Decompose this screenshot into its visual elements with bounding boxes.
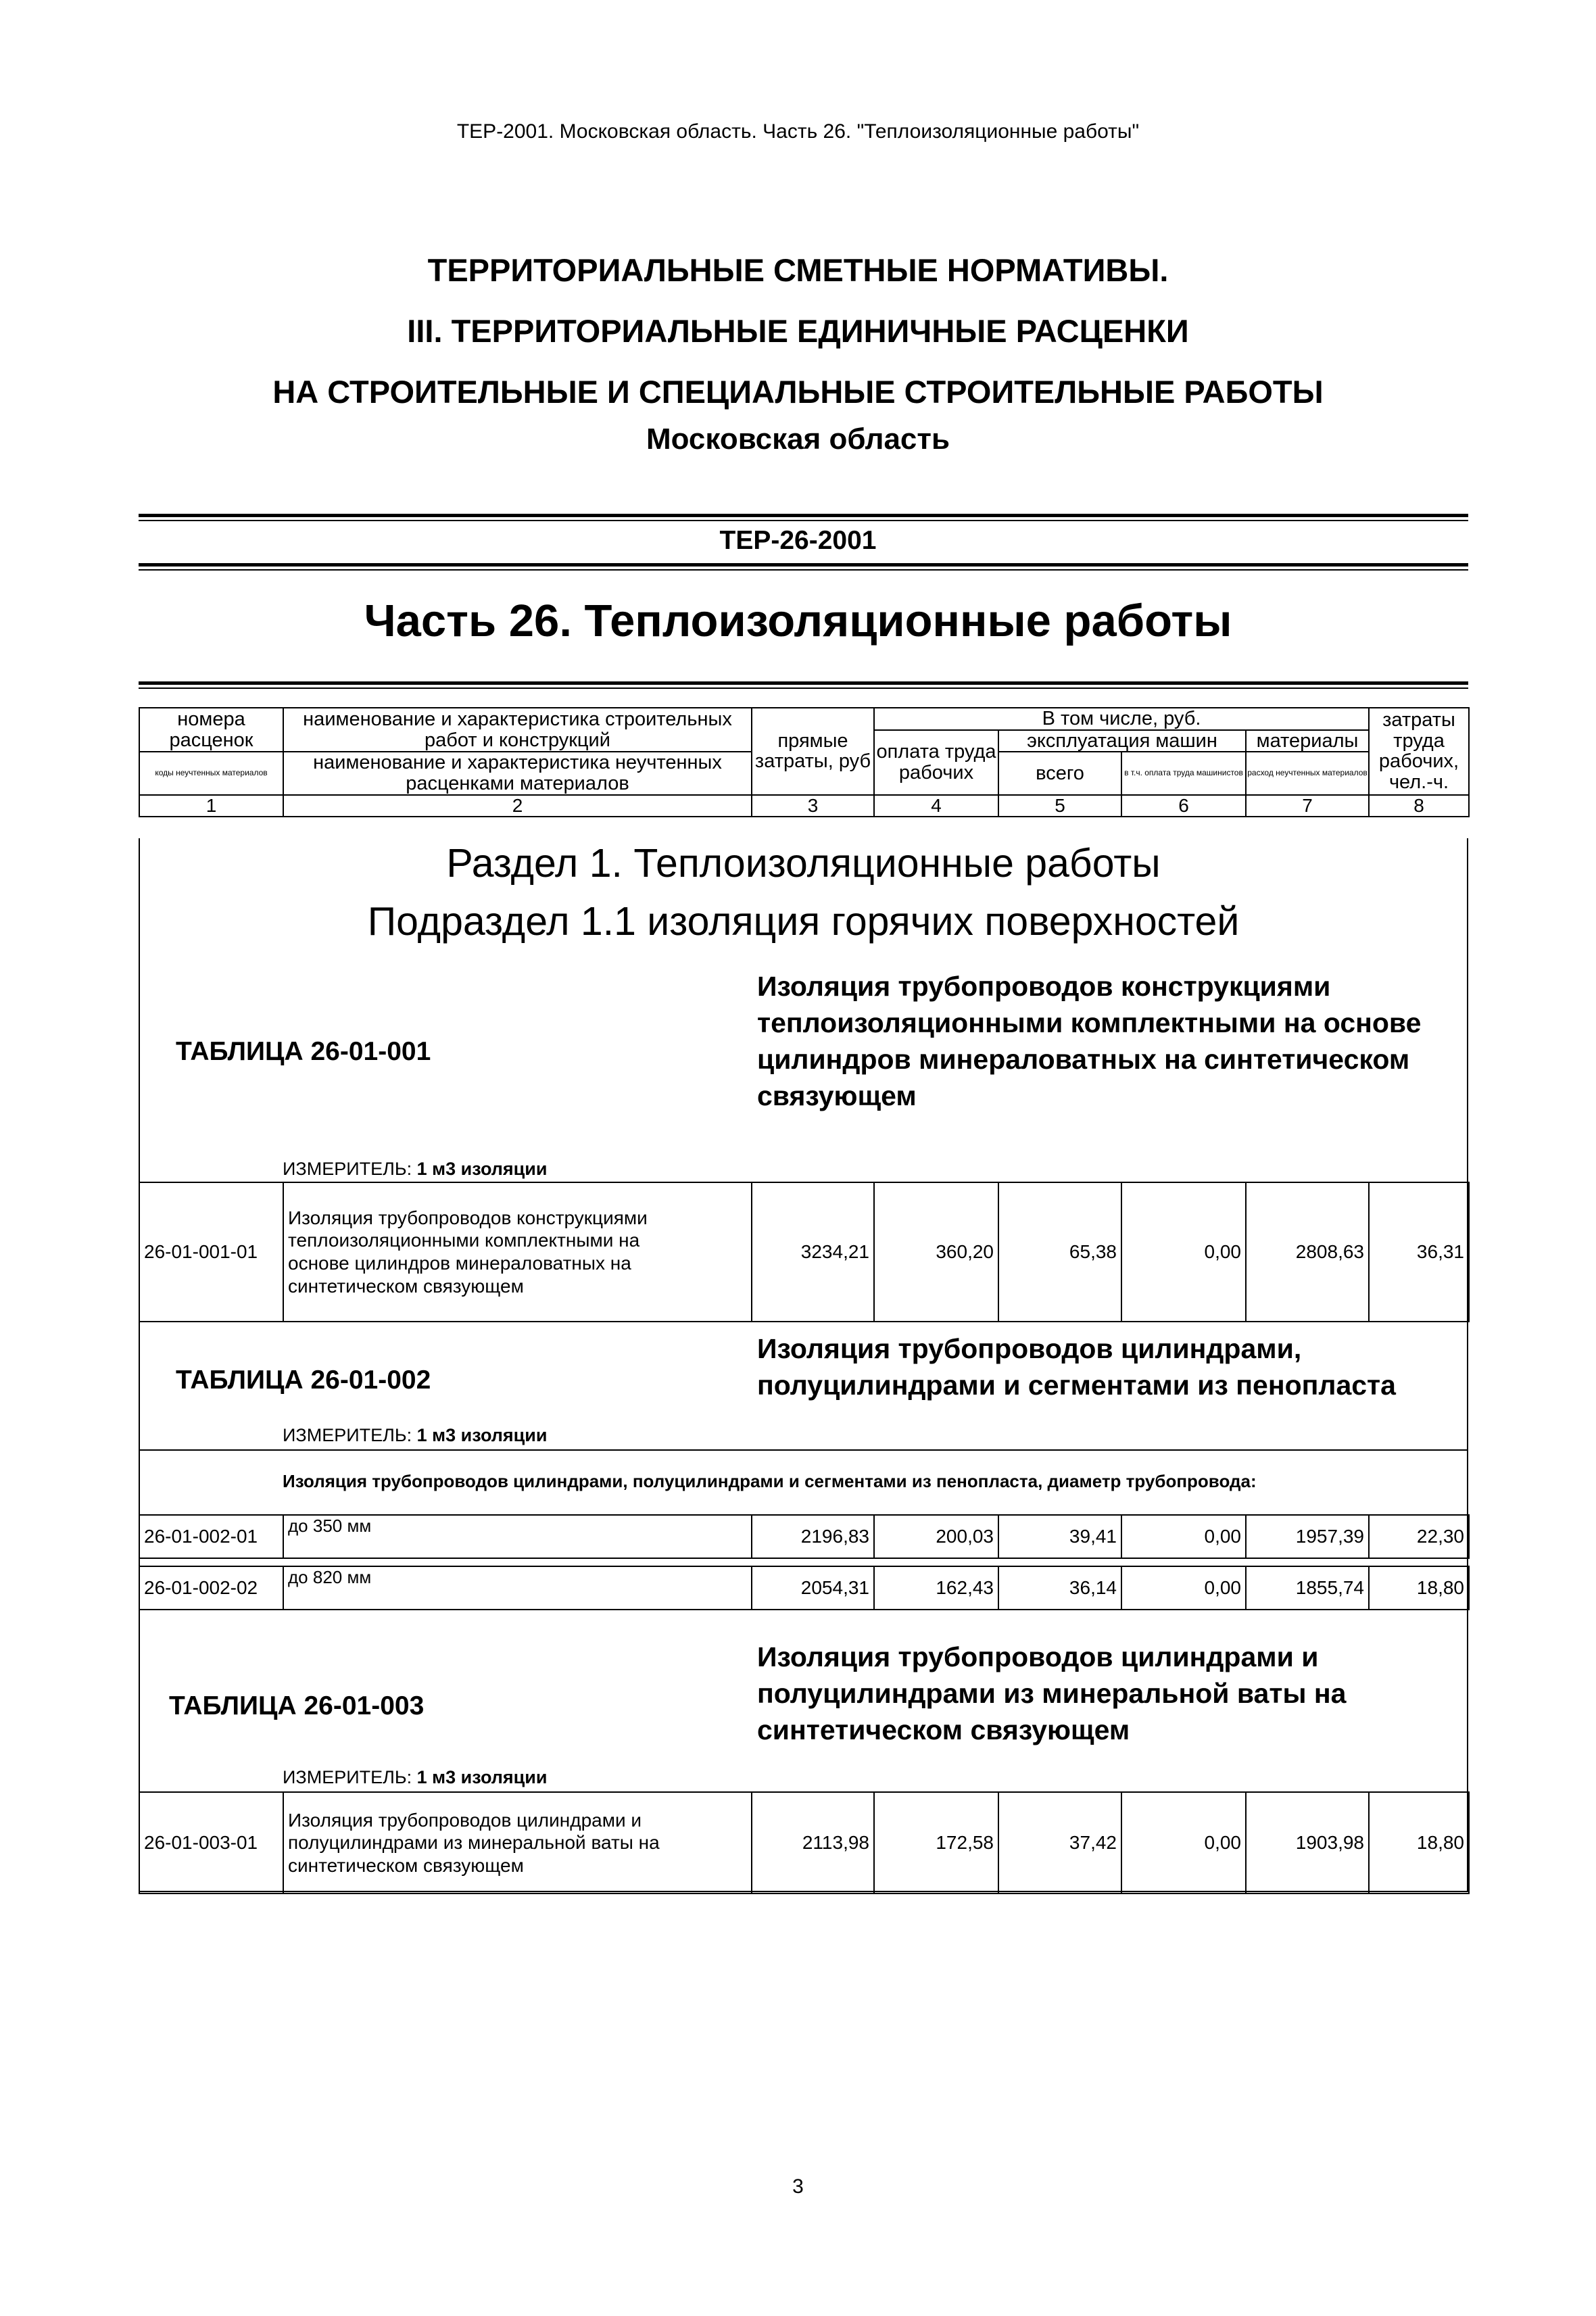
rate-code: 26-01-002-02 [139,1566,283,1610]
column-number: 4 [874,795,998,817]
divider-top-thin [139,520,1468,521]
divider-top-thick [139,514,1468,517]
measure-unit: ИЗМЕРИТЕЛЬ: 1 м3 изоляции [283,1159,548,1179]
labor-hours-value: 18,80 [1369,1792,1469,1893]
header-materials: материалы [1246,730,1369,752]
rate-table [139,1182,1470,1322]
measure-unit: ИЗМЕРИТЕЛЬ: 1 м3 изоляции [283,1767,548,1787]
title-line-2: III. ТЕРРИТОРИАЛЬНЫЕ ЕДИНИЧНЫЕ РАСЦЕНКИ [407,313,1189,349]
title-region: Московская область [646,423,950,456]
column-number: 3 [752,795,874,817]
title-line-1: ТЕРРИТОРИАЛЬНЫЕ СМЕТНЫЕ НОРМАТИВЫ. [427,252,1169,288]
column-number: 6 [1121,795,1246,817]
header-labor-hours: затраты труда рабочих, чел.-ч. [1369,708,1469,795]
direct-costs-value: 2054,31 [752,1566,874,1610]
rate-description: Изоляция трубопроводов цилиндрами и полуцилиндрами из минеральной ваты на синтетическом связующем [283,1792,752,1893]
header-direct-costs: прямые затраты, руб [752,708,874,795]
title-line-3: НА СТРОИТЕЛЬНЫЕ И СПЕЦИАЛЬНЫЕ СТРОИТЕЛЬНЫЕ РАБОТЫ [272,374,1324,410]
materials-value: 1957,39 [1246,1515,1369,1558]
subsection-title: Подраздел 1.1 изоляция горячих поверхностей [367,899,1240,944]
divider-mid-thick [139,563,1468,566]
rate-group-caption: Изоляция трубопроводов цилиндрами, полуцилиндрами и сегментами из пенопласта, диаметр трубопровода: [283,1471,1257,1491]
column-header-table [139,707,1470,817]
header-labor-pay: оплата труда рабочих [874,730,998,795]
labor-hours-value: 22,30 [1369,1515,1469,1558]
header-work-name: наименование и характеристика строительных работ и конструкций [283,708,752,752]
table-row [139,1182,1469,1322]
divider-part-thick [139,681,1468,685]
table-title: Изоляция трубопроводов цилиндрами и полуцилиндрами из минеральной ваты на синтетическом связующем [757,1641,1347,1745]
table-row [139,1515,1469,1558]
running-header: ТЕР-2001. Московская область. Часть 26. "Теплоизоляционные работы" [456,120,1140,143]
table-number: ТАБЛИЦА 26-01-002 [176,1366,431,1395]
column-number: 5 [998,795,1121,817]
divider-mid-thin [139,569,1468,571]
machines-value: 65,38 [998,1182,1121,1322]
page-number: 3 [792,2175,804,2198]
column-number: 1 [139,795,283,817]
direct-costs-value: 2113,98 [752,1792,874,1893]
part-title: Часть 26. Теплоизоляционные работы [364,596,1232,646]
labor-pay-value: 172,58 [874,1792,998,1893]
rate-description: Изоляция трубопроводов конструкциями теплоизоляционными комплектными на основе цилиндров минераловатных на синтетическом связующем [283,1182,752,1322]
header-machines: эксплуатация машин [998,730,1246,752]
table-title: Изоляция трубопроводов конструкциями теплоизоляционными комплектными на основе цилиндров минераловатных на синтетическом связующем [757,971,1422,1111]
labor-pay-value: 200,03 [874,1515,998,1558]
labor-hours-value: 36,31 [1369,1182,1469,1322]
direct-costs-value: 2196,83 [752,1515,874,1558]
table-rule [139,1449,1468,1451]
rate-table [139,1791,1470,1894]
header-machinists-pay: в т.ч. оплата труда машинистов [1121,752,1246,794]
rate-table [139,1514,1470,1610]
machinists-value: 0,00 [1121,1182,1246,1322]
divider-part-thin [139,687,1468,689]
materials-value: 2808,63 [1246,1182,1369,1322]
machinists-value: 0,00 [1121,1792,1246,1893]
header-material-usage: расход неучтенных материалов [1246,752,1369,794]
materials-value: 1855,74 [1246,1566,1369,1610]
measure-unit: ИЗМЕРИТЕЛЬ: 1 м3 изоляции [283,1425,548,1445]
rate-code: 26-01-003-01 [139,1792,283,1893]
header-material-name: наименование и характеристика неучтенных расценками материалов [283,752,752,794]
table-number: ТАБЛИЦА 26-01-001 [176,1037,431,1066]
section-title: Раздел 1. Теплоизоляционные работы [446,841,1161,886]
header-including-group: В том числе, руб. [874,708,1369,730]
column-number: 2 [283,795,752,817]
materials-value: 1903,98 [1246,1792,1369,1893]
machinists-value: 0,00 [1121,1566,1246,1610]
table-row [139,1792,1469,1893]
labor-pay-value: 162,43 [874,1566,998,1610]
direct-costs-value: 3234,21 [752,1182,874,1322]
labor-pay-value: 360,20 [874,1182,998,1322]
table-number: ТАБЛИЦА 26-01-003 [169,1691,425,1720]
labor-hours-value: 18,80 [1369,1566,1469,1610]
rate-description: до 820 мм [283,1566,752,1610]
column-number: 7 [1246,795,1369,817]
document-code: ТЕР-26-2001 [719,526,877,555]
rate-description: до 350 мм [283,1515,752,1558]
table-row [139,1566,1469,1610]
header-material-codes: коды неучтенных материалов [139,752,283,794]
machines-value: 39,41 [998,1515,1121,1558]
rate-code: 26-01-001-01 [139,1182,283,1322]
rate-code: 26-01-002-01 [139,1515,283,1558]
machinists-value: 0,00 [1121,1515,1246,1558]
machines-value: 37,42 [998,1792,1121,1893]
table-title: Изоляция трубопроводов цилиндрами, полуцилиндрами и сегментами из пенопласта [757,1333,1396,1401]
header-machines-total: всего [998,752,1121,794]
header-codes-top: номера расценок [139,708,283,752]
machines-value: 36,14 [998,1566,1121,1610]
column-number: 8 [1369,795,1469,817]
